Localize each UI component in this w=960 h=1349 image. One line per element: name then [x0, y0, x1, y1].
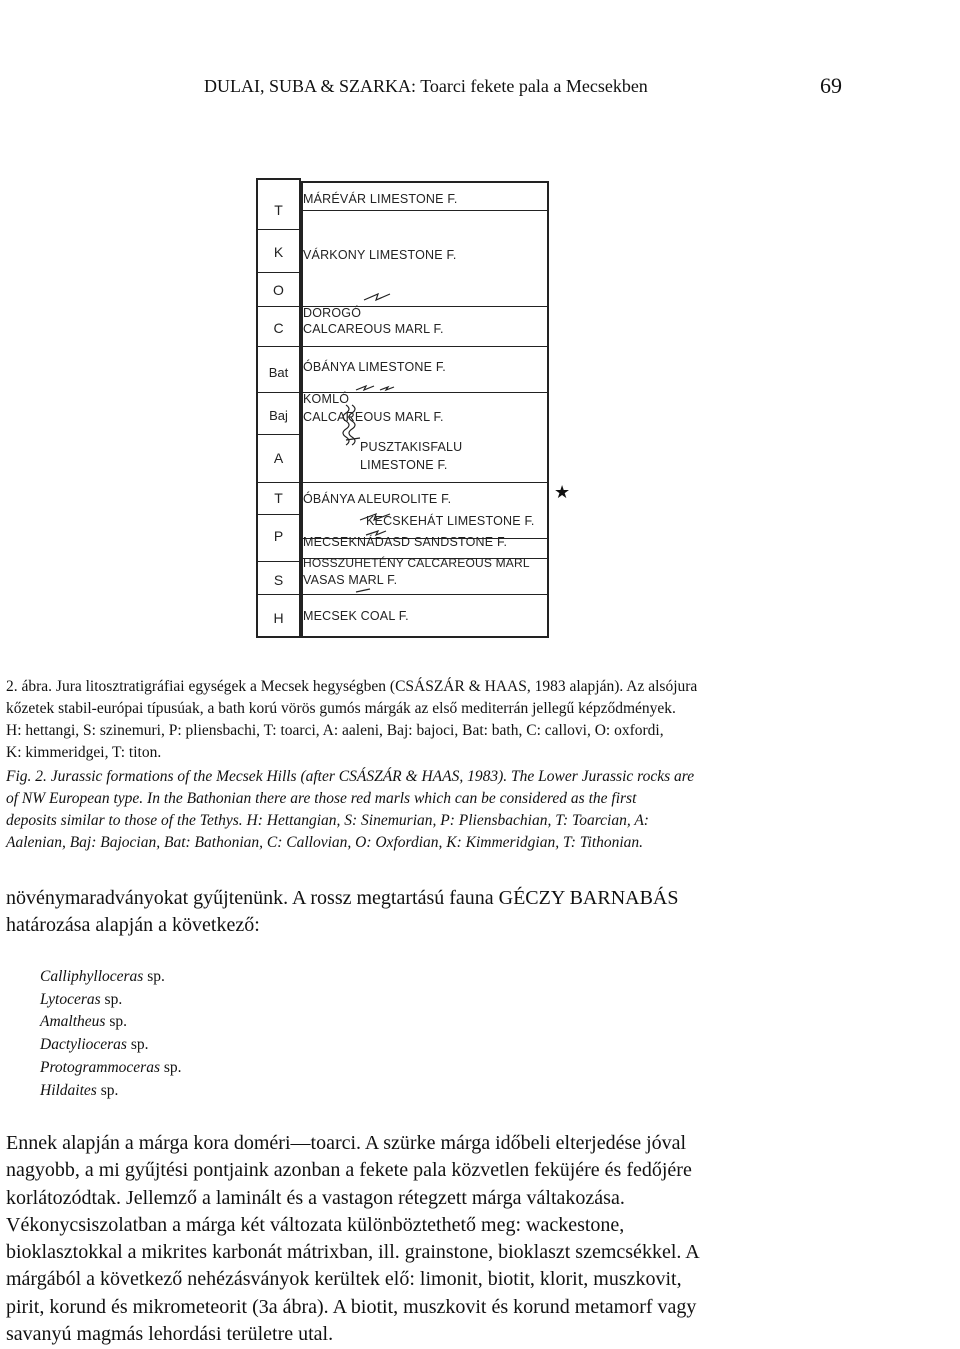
body-paragraph: [6, 885, 848, 939]
text-line: bioklasztokkal a mikrites karbonát mátrixban, ill. grainstone, bioklaszt szemcsékkel. A: [6, 1241, 700, 1264]
formation-label: ÓBÁNYA ALEUROLITE F.: [303, 492, 452, 506]
species-suffix: sp.: [100, 990, 123, 1008]
species-genus: Hildaites: [40, 1081, 97, 1099]
list-item: [40, 966, 182, 989]
formation-label: HOSSZUHETÉNY CALCAREOUS MARL: [303, 556, 530, 570]
species-genus: Dactylioceras: [40, 1036, 127, 1054]
species-suffix: sp.: [105, 1013, 127, 1031]
formation-label: PUSZTAKISFALU: [360, 440, 463, 454]
figure-caption-english: [6, 766, 848, 854]
list-item: [40, 1080, 182, 1103]
caption-line: K: kimmeridgei, T: titon.: [6, 744, 162, 761]
species-genus: Protogrammoceras: [40, 1058, 160, 1076]
body-paragraph: [6, 1130, 844, 1348]
list-item: [40, 989, 182, 1012]
formation-label: MÁRÉVÁR LIMESTONE F.: [303, 192, 458, 206]
formation-label: KOMLÓ: [303, 392, 350, 406]
text-line: Vékonycsiszolatban a márga két változata különböztethető meg: wackestone,: [6, 1213, 625, 1236]
list-item: [40, 1034, 182, 1057]
text-line: növénymaradványokat gyűjtenünk. A rossz megtartású fauna GÉCZY BARNABÁS: [6, 887, 679, 909]
caption-line: deposits similar to those of the Tethys. H: Hettangian, S: Sinemurian, P: Pliensbachian, T: Toarcian, A:: [6, 812, 649, 829]
stage-label: S: [273, 572, 284, 588]
caption-line: Aalenian, Baj: Bajocian, Bat: Bathonian, C: Callovian, O: Oxfordian, K: Kimmeridgian, T: Tithonian.: [6, 834, 644, 851]
formation-label: CALCAREOUS MARL F.: [303, 410, 444, 424]
text-line: nagyobb, a mi gyűjtési pontjaink azonban a fekete pala közvetlen feküjére és fedőjére: [6, 1159, 692, 1182]
stage-label: H: [273, 610, 284, 626]
stratigraphic-column-figure: [256, 178, 571, 638]
formation-label: LIMESTONE F.: [360, 458, 448, 472]
page-number: 69: [820, 73, 842, 98]
stage-label: Baj: [269, 408, 288, 423]
species-suffix: sp.: [96, 1081, 119, 1099]
caption-line: H: hettangi, S: szinemuri, P: pliensbachi, T: toarci, A: aaleni, Baj: bajoci, Bat: bath, C: callovi, O: oxfordi,: [6, 722, 664, 739]
species-suffix: sp.: [143, 968, 165, 985]
caption-line: of NW European type. In the Bathonian there are those red marls which can be considered as the first: [6, 790, 637, 807]
text-line: márgából a következő nehézásványok kerültek elő: limonit, biotit, klorit, muszkovit,: [6, 1268, 682, 1291]
formation-label: VASAS MARL F.: [303, 573, 398, 587]
species-genus: Lytoceras: [40, 990, 101, 1008]
text-line: savanyú magmás lehordási területre utal.: [6, 1323, 334, 1346]
stage-label: O: [273, 282, 284, 298]
figure-caption-hungarian: [6, 676, 848, 764]
text-line: Ennek alapján a márga kora doméri—toarci. A szürke márga időbeli elterjedése jóval: [6, 1132, 687, 1154]
stage-label: Bat: [268, 365, 289, 380]
running-header-title: DULAI, SUBA & SZARKA: Toarci fekete pala a Mecsekben: [204, 76, 648, 96]
species-genus: Calliphylloceras: [40, 968, 144, 985]
caption-line: 2. ábra. Jura litosztratigráfiai egységek a Mecsek hegységben (CSÁSZÁR & HAAS, 1983 alapján). Az alsójura: [6, 678, 698, 695]
stage-label: P: [273, 528, 284, 544]
formation-label: DOROGÓ: [303, 306, 362, 320]
caption-line: Fig. 2. Jurassic formations of the Mecsek Hills (after CSÁSZÁR & HAAS, 1983). The Lower Jurassic rocks are: [6, 768, 695, 785]
star-marker: ★: [554, 482, 571, 502]
formation-label: KECSKEHÁT LIMESTONE F.: [366, 514, 535, 528]
species-genus: Amaltheus: [40, 1013, 106, 1031]
list-item: [40, 1057, 182, 1080]
stage-label: T: [274, 202, 283, 218]
stage-label: T: [274, 490, 283, 506]
species-suffix: sp.: [159, 1058, 182, 1076]
formation-label: VÁRKONY LIMESTONE F.: [303, 248, 457, 262]
stage-label: A: [273, 450, 284, 466]
species-suffix: sp.: [126, 1036, 149, 1054]
caption-line: kőzetek stabil-európai típusúak, a bath korú vörös gumós márgák az első mediterrán jellegű képződmények.: [6, 700, 676, 717]
text-line: pirit, korund és mikrometeorit (3a ábra). A biotit, muszkovit és korund metamorf vagy: [6, 1295, 697, 1318]
formation-label: CALCAREOUS MARL F.: [303, 322, 444, 336]
stage-label: C: [273, 320, 284, 336]
list-item: [40, 1011, 182, 1034]
text-line: korlátozódtak. Jellemző a laminált és a vastagon rétegzett márga váltakozása.: [6, 1186, 625, 1209]
text-line: határozása alapján a következő:: [6, 914, 260, 936]
species-list: [40, 966, 182, 1102]
stage-label: K: [273, 244, 284, 260]
formation-label: ÓBÁNYA LIMESTONE F.: [303, 360, 446, 374]
formation-label: MECSEKNÁDASD SANDSTONE F.: [303, 535, 508, 549]
formation-label: MECSEK COAL F.: [303, 609, 409, 623]
